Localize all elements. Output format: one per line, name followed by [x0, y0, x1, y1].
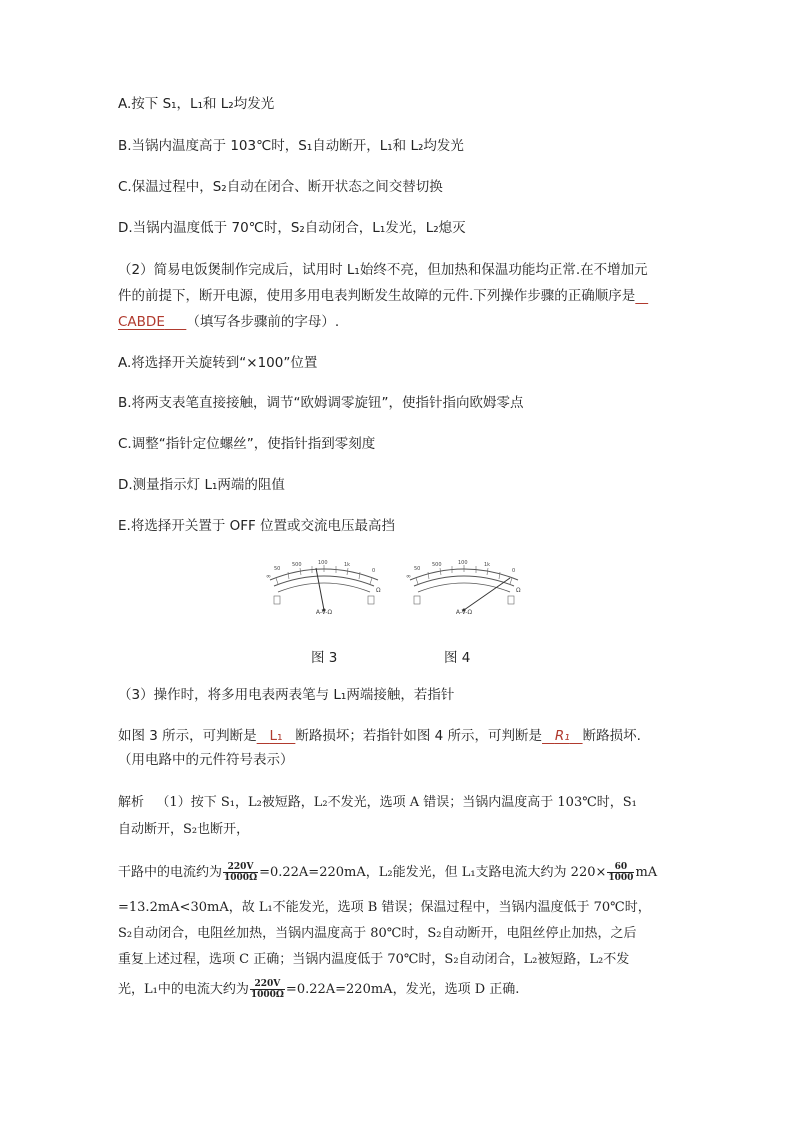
fig4-ohm-symbol: Ω — [516, 587, 521, 594]
q3-blank-1 — [257, 728, 296, 744]
fig4-scale-50: 50 — [414, 566, 421, 572]
fraction-60-1000 — [607, 862, 634, 883]
fig3-terminal-right — [368, 596, 374, 604]
q3-text-c: 断路损坏. — [582, 728, 641, 744]
solution-line-1 — [118, 793, 637, 813]
solution-line-7 — [118, 979, 519, 1000]
fig4-scale-1k: 1k — [484, 562, 491, 568]
fraction-220v-1000ohm-2 — [250, 979, 285, 1000]
fig4-scale-zero: 0 — [512, 568, 516, 574]
fig3-dial-label: A-V-Ω — [315, 609, 333, 616]
fig4-scale-100: 100 — [458, 560, 468, 566]
q1-option-a: A.按下 S₁，L₁和 L₂均发光 — [118, 96, 275, 112]
q3-text-a: 如图 3 所示，可判断是 — [118, 728, 257, 744]
solution-line-3 — [118, 862, 657, 883]
frac1-numerator: 220V — [223, 862, 258, 873]
fig4-needle — [464, 578, 510, 610]
q2-line-2-text: 件的前提下，断开电源，使用多用电表判断发生故障的元件.下列操作步骤的正确顺序是 — [118, 288, 636, 304]
fig4-terminal-left — [414, 596, 420, 604]
q3-line-1: （3）操作时，将多用电表两表笔与 L₁两端接触，若指针 — [118, 687, 455, 703]
fig4-dial-label: A-V-Ω — [455, 609, 473, 616]
step-d: D.测量指示灯 L₁两端的阻值 — [118, 477, 285, 493]
q2-blank-tail — [165, 314, 186, 330]
solution-line-5: S₂自动闭合，电阻丝加热，当锅内温度高于 80℃时，S₂自动断开，电阻丝停止加热，之后 — [118, 926, 637, 941]
solution-l3-c: mA — [635, 865, 658, 880]
frac3-numerator: 220V — [250, 979, 285, 990]
q1-option-b: B.当锅内温度高于 103℃时，S₁自动断开，L₁和 L₂均发光 — [118, 138, 464, 154]
q3-line-2 — [118, 726, 641, 746]
solution-l1-text: （1）按下 S₁，L₂被短路，L₂不发光，选项 A 错误；当锅内温度高于 103℃时，S₁ — [156, 795, 637, 810]
q2-line-3-text: （填写各步骤前的字母）. — [186, 314, 340, 330]
solution-l7-b: =0.22A=220mA，发光，选项 D 正确. — [285, 982, 520, 997]
step-e: E.将选择开关置于 OFF 位置或交流电压最高挡 — [118, 518, 396, 534]
q2-answer: CABDE — [118, 314, 165, 330]
solution-l3-b: =0.22A=220mA，L₂能发光，但 L₁支路电流大约为 220× — [259, 865, 607, 880]
frac3-denominator: 1000Ω — [250, 990, 284, 1000]
figure-4-caption: 图 4 — [444, 650, 471, 666]
step-c: C.调整“指针定位螺丝”，使指针指到零刻度 — [118, 436, 376, 452]
q3-blank-2 — [542, 728, 583, 744]
fig3-scale-zero: 0 — [372, 568, 376, 574]
fig3-terminal-left — [274, 596, 280, 604]
fraction-220v-1000ohm — [223, 862, 258, 883]
solution-line-6: 重复上述过程，选项 C 正确；当锅内温度低于 70℃时，S₂自动闭合，L₂被短路，L₂不发 — [118, 952, 630, 967]
q1-option-d: D.当锅内温度低于 70℃时，S₂自动闭合，L₁发光，L₂熄灭 — [118, 220, 466, 236]
solution-line-4: =13.2mA<30mA，故 L₁不能发光，选项 B 错误；保温过程中，当锅内温度低于 70℃时， — [118, 900, 651, 915]
solution-label: 解析 — [118, 795, 145, 810]
q3-line-3: （用电路中的元件符号表示） — [118, 752, 294, 768]
fig3-scale-50: 50 — [274, 566, 281, 572]
q2-line-2 — [118, 286, 648, 306]
fig3-scale-500: 500 — [292, 562, 302, 568]
fig3-ohm-symbol: Ω — [376, 587, 381, 594]
figure-3-meter — [262, 558, 386, 616]
q2-line-3 — [118, 312, 339, 332]
q1-option-c: C.保温过程中，S₂自动在闭合、断开状态之间交替切换 — [118, 179, 443, 195]
q2-line-1: （2）简易电饭煲制作完成后，试用时 L₁始终不亮，但加热和保温功能均正常.在不增加元 — [118, 262, 648, 278]
figure-3-caption: 图 3 — [311, 650, 338, 666]
frac2-denominator: 1000 — [608, 873, 634, 883]
fig3-needle — [316, 568, 324, 610]
fig3-scale-1k: 1k — [344, 562, 351, 568]
fig4-terminal-right — [508, 596, 514, 604]
solution-l7-a: 光，L₁中的电流大约为 — [118, 982, 249, 997]
frac2-numerator: 60 — [607, 862, 634, 873]
solution-line-2: 自动断开，S₂也断开， — [118, 822, 250, 837]
q2-blank-lead — [635, 288, 648, 304]
q3-text-b: 断路损坏；若指针如图 4 所示，可判断是 — [295, 728, 543, 744]
figure-4-meter — [402, 558, 526, 616]
solution-l3-a: 干路中的电流约为 — [118, 865, 223, 880]
fig3-scale-100: 100 — [318, 560, 328, 566]
q3-answer-2: R₁ — [554, 728, 570, 744]
q3-answer-1: L₁ — [269, 728, 283, 744]
frac1-denominator: 1000Ω — [224, 873, 258, 883]
fig3-scale-inf: ∞ — [266, 573, 271, 580]
fig4-scale-500: 500 — [432, 562, 442, 568]
step-a: A.将选择开关旋转到“×100”位置 — [118, 355, 318, 371]
step-b: B.将两支表笔直接接触，调节“欧姆调零旋钮”，使指针指向欧姆零点 — [118, 395, 524, 411]
fig4-scale-inf: ∞ — [406, 573, 411, 580]
